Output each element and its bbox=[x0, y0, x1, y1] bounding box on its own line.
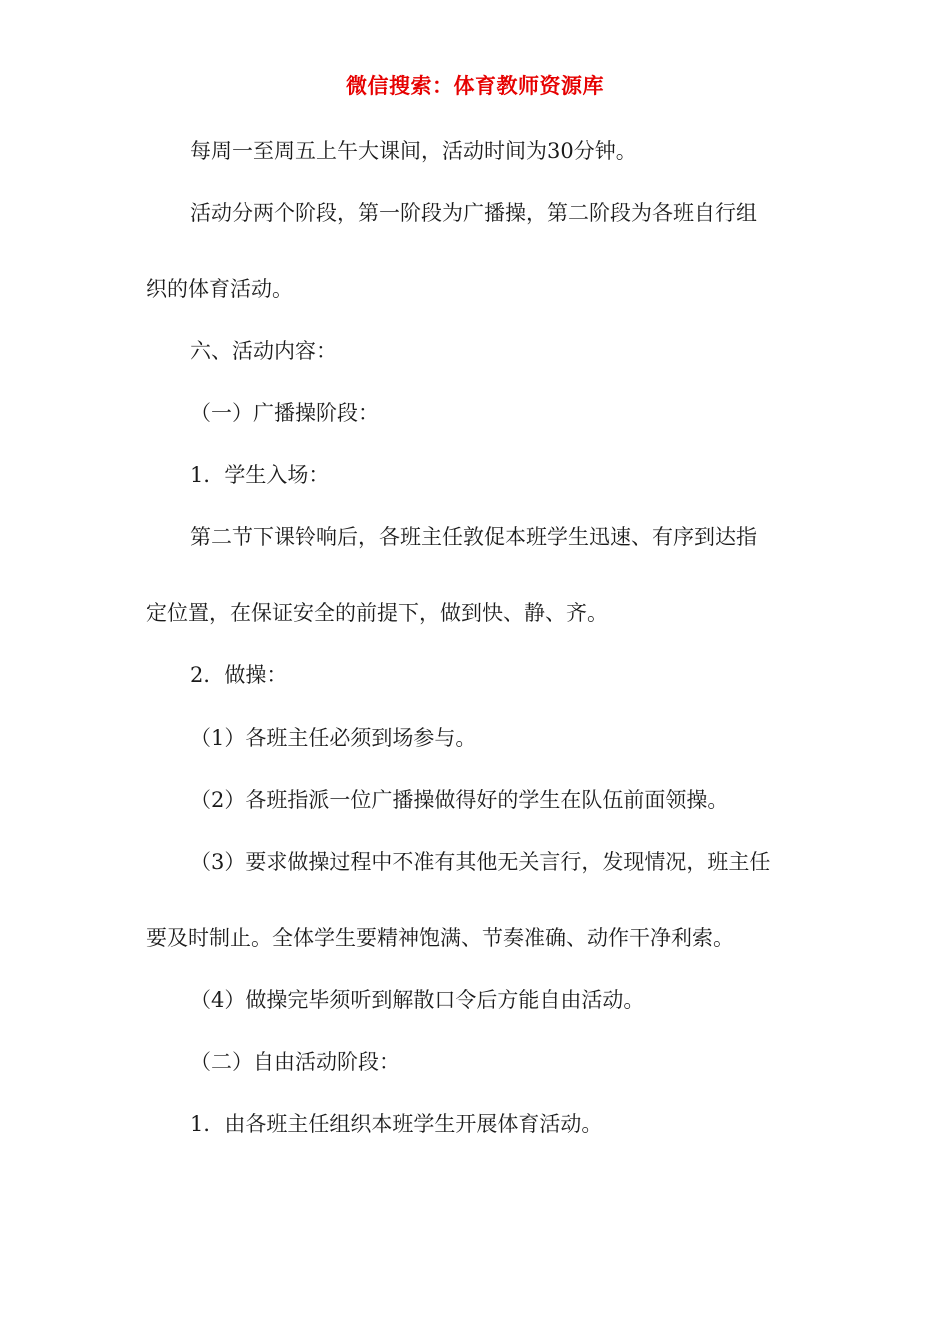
paragraph-line: 活动分两个阶段，第一阶段为广播操，第二阶段为各班自行组 bbox=[190, 201, 757, 225]
list-item: （3）要求做操过程中不准有其他无关言行，发现情况，班主任 bbox=[190, 850, 771, 874]
paragraph-line: 要及时制止。全体学生要精神饱满、节奏准确、动作干净利索。 bbox=[146, 926, 734, 950]
item-heading: 1．由各班主任组织本班学生开展体育活动。 bbox=[190, 1112, 603, 1136]
list-item: （4）做操完毕须听到解散口令后方能自由活动。 bbox=[190, 988, 645, 1012]
item-heading: 1．学生入场： bbox=[190, 463, 330, 487]
item-heading: 2．做操： bbox=[190, 663, 288, 687]
paragraph-line: 定位置，在保证安全的前提下，做到快、静、齐。 bbox=[146, 601, 608, 625]
paragraph-line: 织的体育活动。 bbox=[146, 277, 293, 301]
page-title: 微信搜索：体育教师资源库 bbox=[346, 74, 604, 98]
section-heading: 六、活动内容： bbox=[190, 339, 337, 363]
paragraph-line: 第二节下课铃响后，各班主任敦促本班学生迅速、有序到达指 bbox=[190, 525, 757, 549]
list-item: （1）各班主任必须到场参与。 bbox=[190, 726, 477, 750]
paragraph-line: 每周一至周五上午大课间，活动时间为30分钟。 bbox=[190, 139, 637, 163]
subsection-heading: （一）广播操阶段： bbox=[190, 401, 379, 425]
subsection-heading: （二）自由活动阶段： bbox=[190, 1050, 400, 1074]
list-item: （2）各班指派一位广播操做得好的学生在队伍前面领操。 bbox=[190, 788, 729, 812]
